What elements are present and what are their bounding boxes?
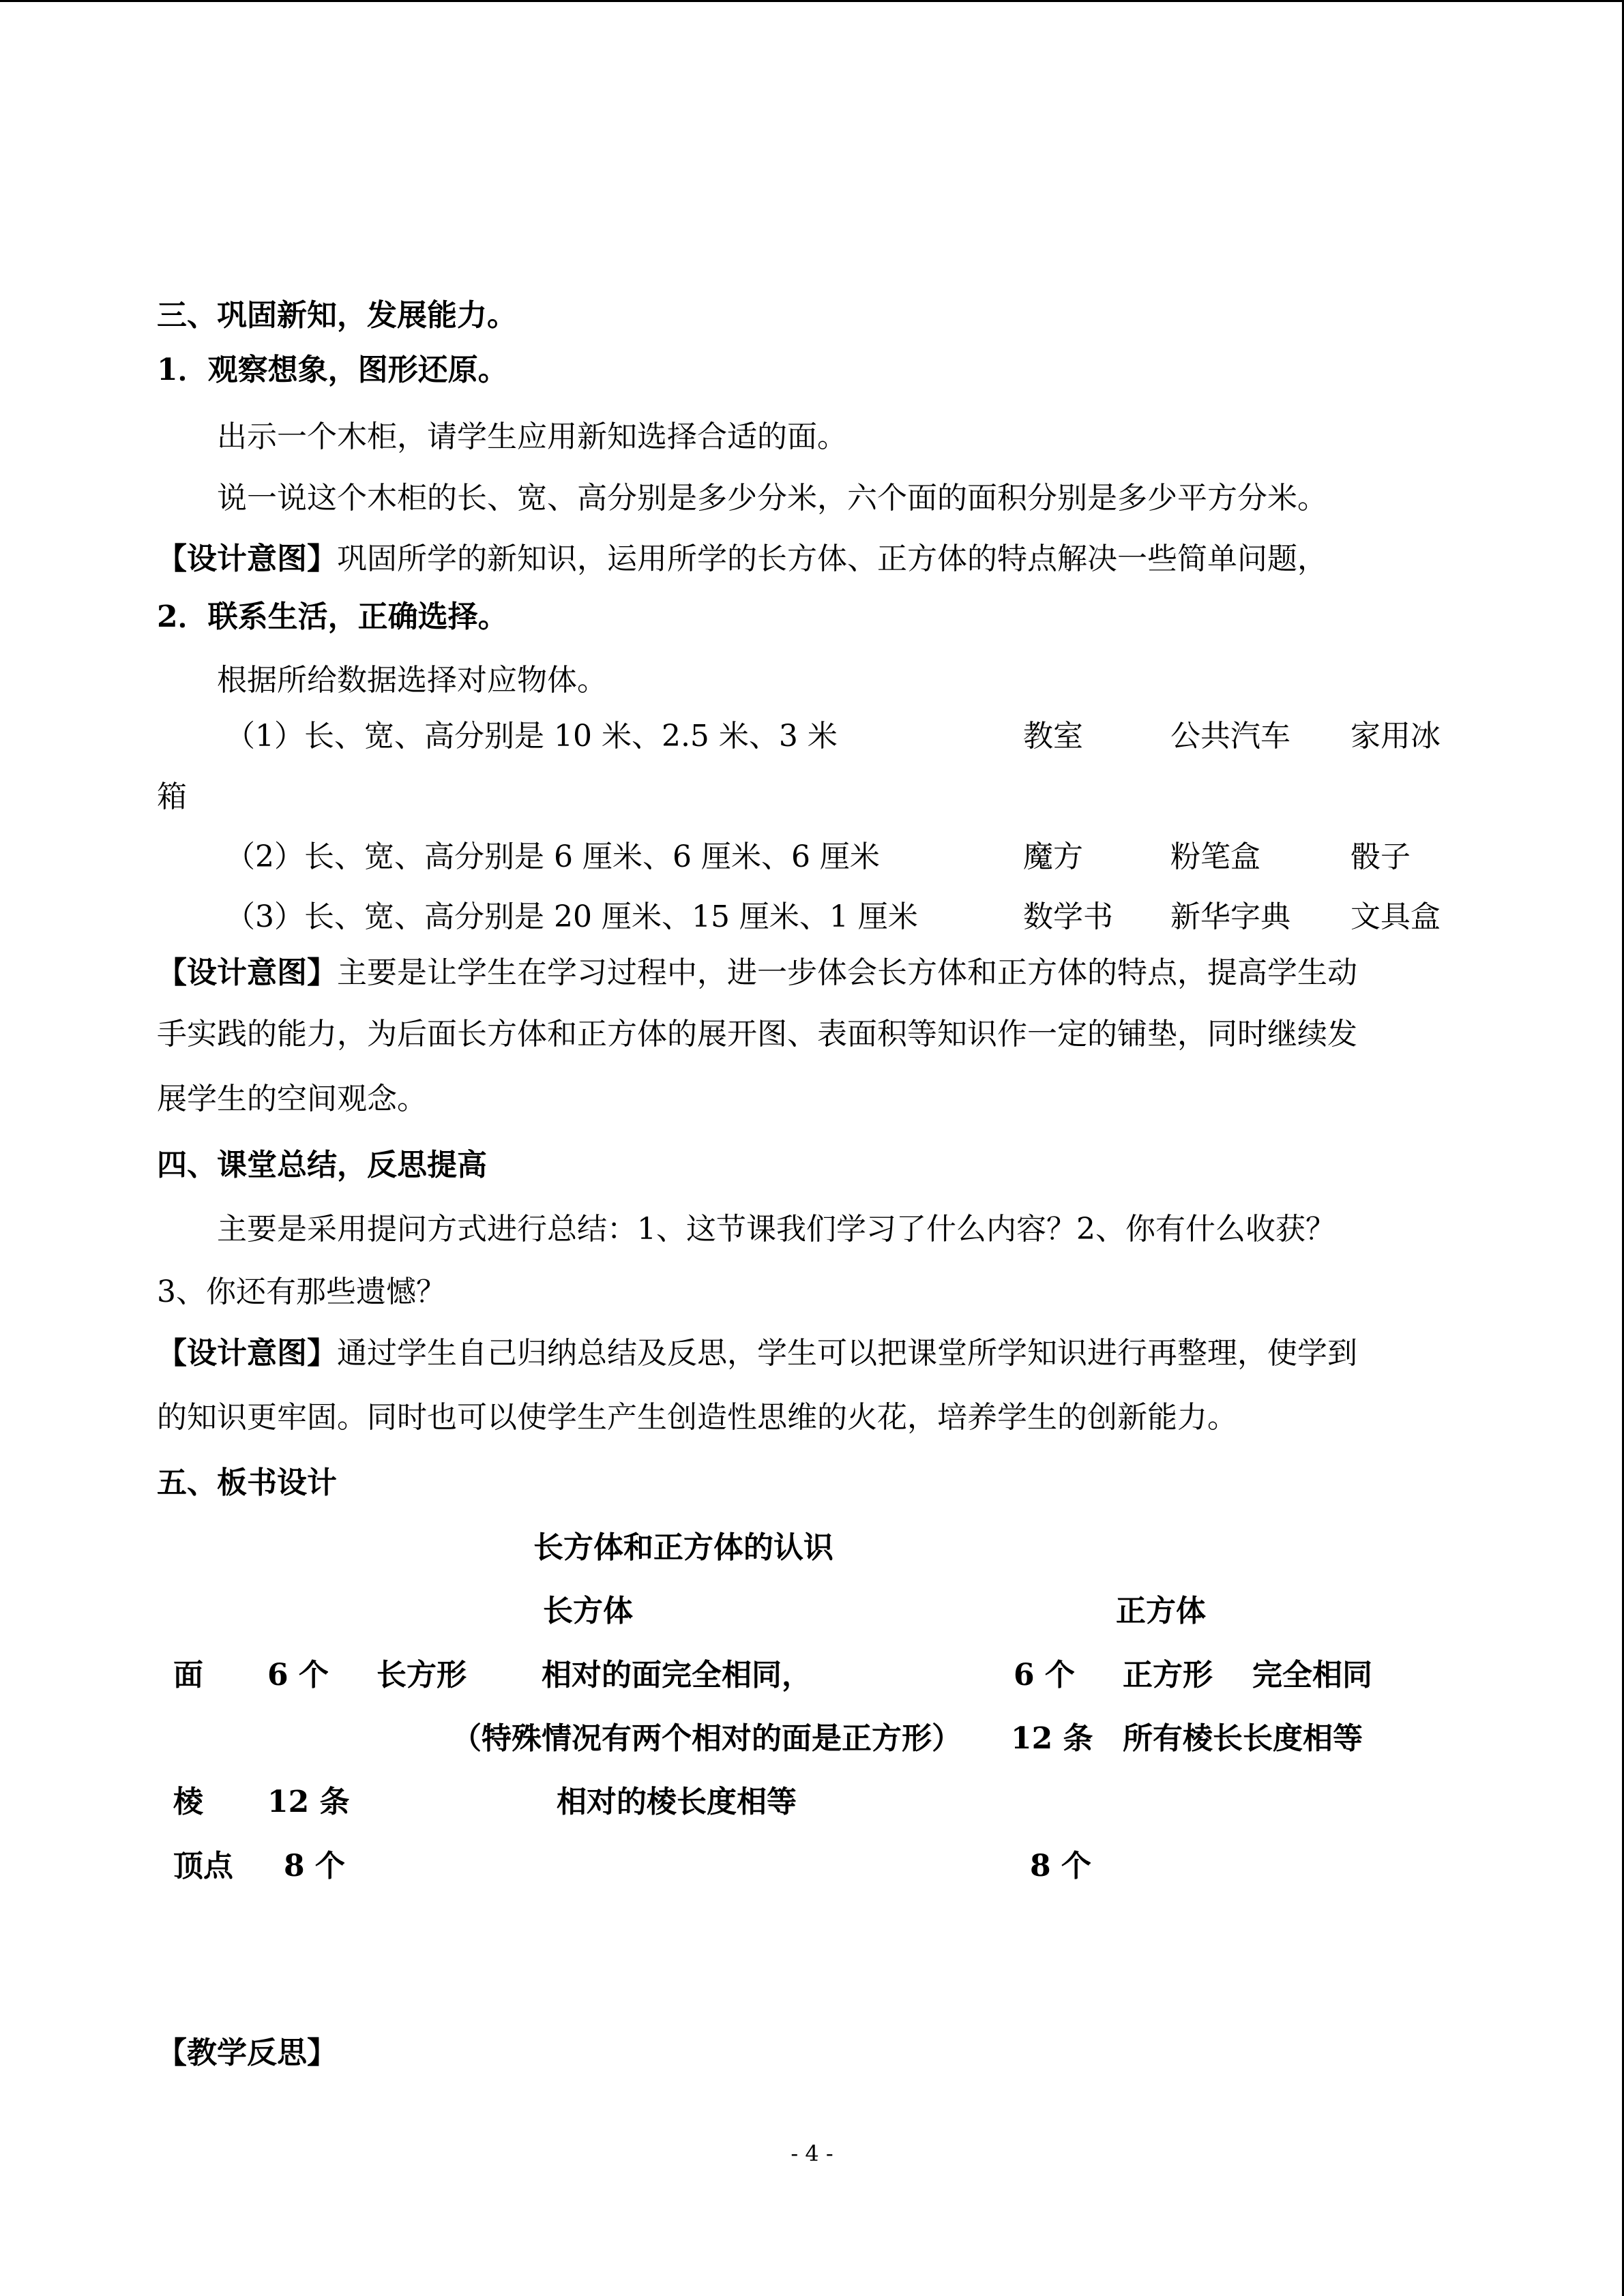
board-edge-cube-count: 12 条 xyxy=(1011,1721,1093,1756)
board-edge-label: 棱 xyxy=(173,1785,203,1819)
choice-row-3-option-1: 数学书 xyxy=(1023,899,1113,934)
item-2-design-intent-line-1 xyxy=(157,955,1357,990)
board-title: 长方体和正方体的认识 xyxy=(533,1530,833,1565)
choice-row-3-desc: （3）长、宽、高分别是 20 厘米、15 厘米、1 厘米 xyxy=(225,899,918,934)
board-column-cuboid: 长方体 xyxy=(543,1594,633,1628)
item-1-design-intent xyxy=(157,541,1327,576)
choice-row-1-option-3: 家用冰 xyxy=(1350,719,1441,754)
board-vertex-cube-count: 8 个 xyxy=(1030,1849,1091,1883)
design-intent-label: 【设计意图】 xyxy=(157,1336,337,1371)
item-1-title: 1．观察想象，图形还原。 xyxy=(157,353,508,387)
board-face-cube-shape: 正方形 xyxy=(1123,1658,1213,1693)
board-edge-cube-note: 所有棱长长度相等 xyxy=(1123,1721,1363,1756)
choice-row-2-option-3: 骰子 xyxy=(1350,839,1411,874)
choice-row-1-option-1: 教室 xyxy=(1023,719,1083,754)
board-vertex-cuboid-count: 8 个 xyxy=(284,1849,345,1883)
design-intent-label: 【设计意图】 xyxy=(157,955,337,990)
section-5-heading: 五、板书设计 xyxy=(157,1465,337,1500)
board-edge-cuboid-note: 相对的棱长度相等 xyxy=(557,1785,797,1819)
choice-row-2-desc: （2）长、宽、高分别是 6 厘米、6 厘米、6 厘米 xyxy=(225,839,880,874)
item-2-design-intent-line-3: 展学生的空间观念。 xyxy=(157,1082,427,1116)
choice-row-1-option-3-continued: 箱 xyxy=(157,779,187,814)
item-2-intro: 根据所给数据选择对应物体。 xyxy=(217,663,607,698)
design-intent-label: 【设计意图】 xyxy=(157,541,337,576)
page-number: - 4 - xyxy=(791,2141,833,2166)
choice-row-3-option-2: 新华字典 xyxy=(1170,899,1290,934)
board-column-cube: 正方体 xyxy=(1116,1594,1206,1628)
design-intent-text: 通过学生自己归纳总结及反思，学生可以把课堂所学知识进行再整理，使学到 xyxy=(337,1336,1357,1371)
item-2-design-intent-line-2: 手实践的能力，为后面长方体和正方体的展开图、表面积等知识作一定的铺垫，同时继续发 xyxy=(157,1017,1357,1052)
choice-row-2-option-2: 粉笔盒 xyxy=(1170,839,1260,874)
teaching-reflection-heading: 【教学反思】 xyxy=(157,2036,337,2070)
board-special-note: （特殊情况有两个相对的面是正方形） xyxy=(452,1721,962,1756)
board-face-label: 面 xyxy=(173,1658,203,1693)
design-intent-text: 主要是让学生在学习过程中，进一步体会长方体和正方体的特点，提高学生动 xyxy=(337,955,1357,990)
board-edge-cuboid-count: 12 条 xyxy=(267,1785,350,1819)
board-face-cube-count: 6 个 xyxy=(1014,1658,1075,1693)
board-face-cube-note: 完全相同 xyxy=(1252,1658,1372,1693)
design-intent-text: 巩固所学的新知识，运用所学的长方体、正方体的特点解决一些简单问题， xyxy=(337,541,1327,576)
item-1-paragraph-2: 说一说这个木柜的长、宽、高分别是多少分米，六个面的面积分别是多少平方分米。 xyxy=(217,481,1327,516)
section-3-heading: 三、巩固新知，发展能力。 xyxy=(157,298,517,333)
board-face-cuboid-count: 6 个 xyxy=(267,1658,329,1693)
item-1-paragraph-1: 出示一个木柜，请学生应用新知选择合适的面。 xyxy=(217,419,847,454)
choice-row-1-option-2: 公共汽车 xyxy=(1170,719,1290,754)
choice-row-3-option-3: 文具盒 xyxy=(1350,899,1441,934)
board-face-cuboid-shape: 长方形 xyxy=(377,1658,467,1693)
board-face-cuboid-note: 相对的面完全相同， xyxy=(542,1658,812,1693)
choice-row-2-option-1: 魔方 xyxy=(1023,839,1083,874)
section-4-heading: 四、课堂总结，反思提高 xyxy=(157,1148,487,1182)
section-4-line-2: 3、你还有那些遗憾？ xyxy=(157,1274,446,1309)
board-vertex-label: 顶点 xyxy=(173,1849,233,1883)
section-4-design-intent-line-1 xyxy=(157,1336,1357,1371)
choice-row-1-desc: （1）长、宽、高分别是 10 米、2.5 米、3 米 xyxy=(225,719,838,754)
section-4-line-1: 主要是采用提问方式进行总结：1、这节课我们学习了什么内容？2、你有什么收获？ xyxy=(217,1212,1335,1247)
section-4-design-intent-line-2: 的知识更牢固。同时也可以使学生产生创造性思维的火花，培养学生的创新能力。 xyxy=(157,1400,1237,1435)
item-2-title: 2．联系生活，正确选择。 xyxy=(157,599,508,634)
